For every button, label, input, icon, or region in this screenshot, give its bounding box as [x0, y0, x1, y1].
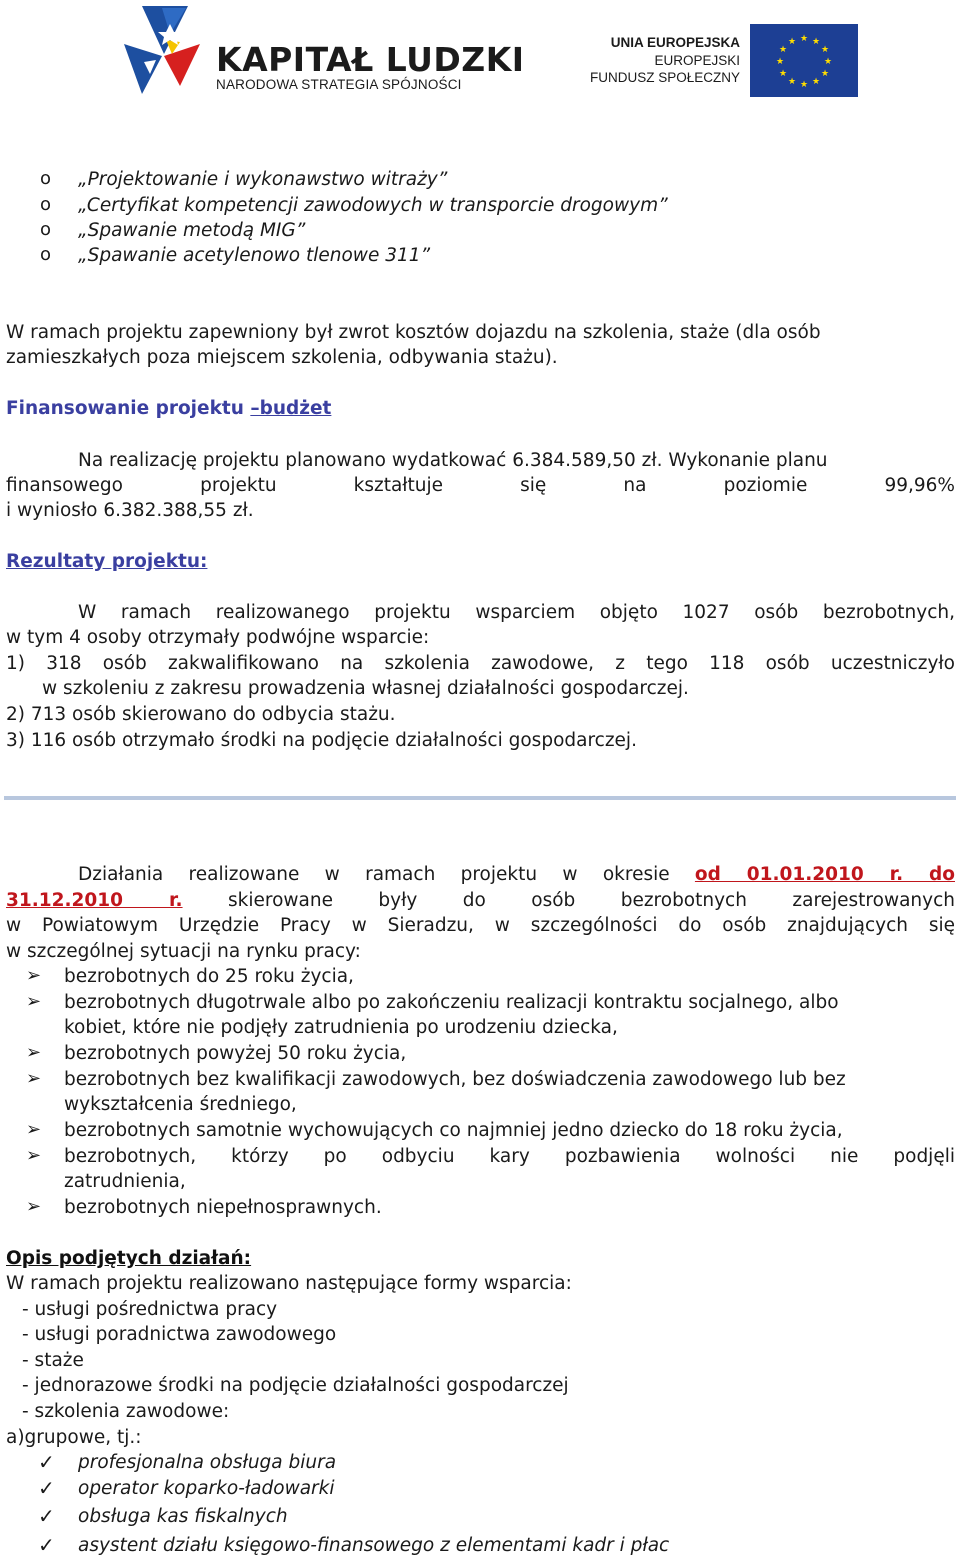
arrow-bullet-icon: ➢ — [26, 1068, 42, 1089]
arrow-bullet-icon: ➢ — [26, 1119, 42, 1140]
target-group-item: kobiet, które nie podjęły zatrudnienia po urodzeniu dziecka, — [64, 1017, 618, 1038]
list-bullet: o — [40, 194, 52, 215]
target-group-item: bezrobotnych samotnie wychowujących co najmniej jedno dziecko do 18 roku życia, — [64, 1120, 843, 1141]
svg-text:★: ★ — [823, 57, 833, 67]
target-group-item: zatrudnienia, — [64, 1171, 186, 1192]
checkmark-icon: ✓ — [38, 1533, 55, 1557]
results-item: w szkoleniu z zakresu prowadzenia własnej działalności gospodarczej. — [42, 678, 689, 699]
target-group-item: bezrobotnych do 25 roku życia, — [64, 966, 354, 987]
group-label: a)grupowe, tj.: — [6, 1427, 142, 1448]
date-range-end: 31.12.2010 r. — [6, 890, 183, 911]
training-item: asystent działu księgowo-finansowego z elementami kadr i płac — [78, 1535, 670, 1556]
target-group-item: bezrobotnych, którzy po odbyciu kary pozbawienia wolności nie podjęli — [64, 1146, 955, 1167]
section-divider — [4, 796, 956, 800]
actions-intro-text: skierowane były do osób bezrobotnych zarejestrowanych — [182, 890, 955, 911]
list-bullet: o — [40, 219, 52, 240]
page-header — [0, 0, 960, 110]
arrow-bullet-icon: ➢ — [26, 991, 42, 1012]
target-group-item: wykształcenia średniego, — [64, 1094, 297, 1115]
actions-intro — [6, 889, 955, 913]
checkmark-icon: ✓ — [38, 1504, 55, 1528]
training-item: operator koparko-ładowarki — [78, 1478, 335, 1499]
actions-intro-text: Działania realizowane w ramach projektu w okresie — [78, 864, 695, 885]
eu-flag-icon — [750, 24, 858, 97]
description-intro: W ramach projektu realizowano następujące formy wsparcia: — [6, 1273, 572, 1294]
svg-text:★: ★ — [799, 34, 809, 44]
budget-text: i wyniosło 6.382.388,55 zł. — [6, 500, 254, 521]
budget-heading-part1: Finansowanie projektu — [6, 398, 251, 419]
support-form-item: - szkolenia zawodowe: — [22, 1401, 230, 1422]
logo-right-text — [572, 34, 740, 87]
logo-right-line1: UNIA EUROPEJSKA — [610, 35, 740, 50]
training-item: profesjonalna obsługa biura — [78, 1452, 337, 1473]
training-item: obsługa kas fiskalnych — [78, 1506, 288, 1527]
results-item: 1) 318 osób zakwalifikowano na szkolenia zawodowe, z tego 118 osób uczestniczyło — [6, 653, 955, 674]
support-form-item: - staże — [22, 1350, 84, 1371]
date-range-start: od 01.01.2010 r. do — [694, 864, 955, 885]
support-form-item: - usługi poradnictwa zawodowego — [22, 1324, 337, 1345]
svg-text:★: ★ — [820, 69, 830, 79]
support-form-item: - usługi pośrednictwa pracy — [22, 1299, 278, 1320]
results-item: 2) 713 osób skierowano do odbycia stażu. — [6, 704, 396, 725]
support-form-item: - jednorazowe środki na podjęcie działalności gospodarczej — [22, 1375, 569, 1396]
svg-text:★: ★ — [811, 77, 821, 87]
checkmark-icon: ✓ — [38, 1476, 55, 1500]
svg-text:★: ★ — [820, 45, 830, 55]
logo-right-line2: EUROPEJSKI — [654, 52, 740, 68]
results-text: W ramach realizowanego projektu wsparciem objęto 1027 osób bezrobotnych, — [78, 602, 955, 623]
arrow-bullet-icon: ➢ — [26, 965, 42, 986]
results-heading: Rezultaty projektu: — [6, 551, 208, 572]
svg-text:★: ★ — [787, 77, 797, 87]
target-group-item: bezrobotnych niepełnosprawnych. — [64, 1197, 382, 1218]
travel-text: W ramach projektu zapewniony był zwrot kosztów dojazdu na szkolenia, staże (dla osób — [6, 322, 821, 343]
actions-intro: w Powiatowym Urzędzie Pracy w Sieradzu, w szczególności do osób znajdujących się — [6, 915, 955, 936]
travel-text: zamieszkałych poza miejscem szkolenia, odbywania stażu). — [6, 347, 558, 368]
target-group-item: bezrobotnych bez kwalifikacji zawodowych, bez doświadczenia zawodowego lub bez — [64, 1069, 846, 1090]
budget-heading-part2: –budżet — [250, 398, 332, 419]
actions-intro: w szczególnej sytuacji na rynku pracy: — [6, 941, 361, 962]
budget-text: finansowego projektu kształtuje się na poziomie 99,96% — [6, 475, 955, 496]
logo-left-subtitle: NARODOWA STRATEGIA SPÓJNOŚCI — [216, 77, 462, 92]
arrow-bullet-icon: ➢ — [26, 1145, 42, 1166]
svg-text:★: ★ — [778, 69, 788, 79]
course-item: „Spawanie acetylenowo tlenowe 311” — [78, 245, 431, 266]
svg-text:★: ★ — [799, 80, 809, 90]
course-item: „Projektowanie i wykonawstwo witraży” — [78, 169, 448, 190]
logo-right-line3: FUNDUSZ SPOŁECZNY — [589, 70, 740, 85]
svg-text:★: ★ — [775, 57, 785, 67]
results-text: w tym 4 osoby otrzymały podwójne wsparcie: — [6, 627, 430, 648]
list-bullet: o — [40, 244, 52, 265]
description-heading: Opis podjętych działań: — [6, 1248, 252, 1269]
course-item: „Certyfikat kompetencji zawodowych w transporcie drogowym” — [78, 195, 668, 216]
arrow-bullet-icon: ➢ — [26, 1196, 42, 1217]
budget-text: Na realizację projektu planowano wydatkować 6.384.589,50 zł. Wykonanie planu — [78, 450, 828, 471]
budget-heading — [6, 397, 331, 421]
arrow-bullet-icon: ➢ — [26, 1042, 42, 1063]
svg-text:★: ★ — [811, 37, 821, 47]
kapital-ludzki-emblem-icon — [122, 4, 202, 96]
course-item: „Spawanie metodą MIG” — [78, 220, 306, 241]
actions-intro — [6, 863, 955, 887]
target-group-item: bezrobotnych powyżej 50 roku życia, — [64, 1043, 407, 1064]
logo-left-title: KAPITAŁ LUDZKI — [216, 40, 525, 79]
svg-text:★: ★ — [787, 37, 797, 47]
list-bullet: o — [40, 168, 52, 189]
target-group-item: bezrobotnych długotrwale albo po zakończeniu realizacji kontraktu socjalnego, albo — [64, 992, 839, 1013]
results-item: 3) 116 osób otrzymało środki na podjęcie działalności gospodarczej. — [6, 730, 637, 751]
svg-text:★: ★ — [778, 45, 788, 55]
checkmark-icon: ✓ — [38, 1450, 55, 1474]
